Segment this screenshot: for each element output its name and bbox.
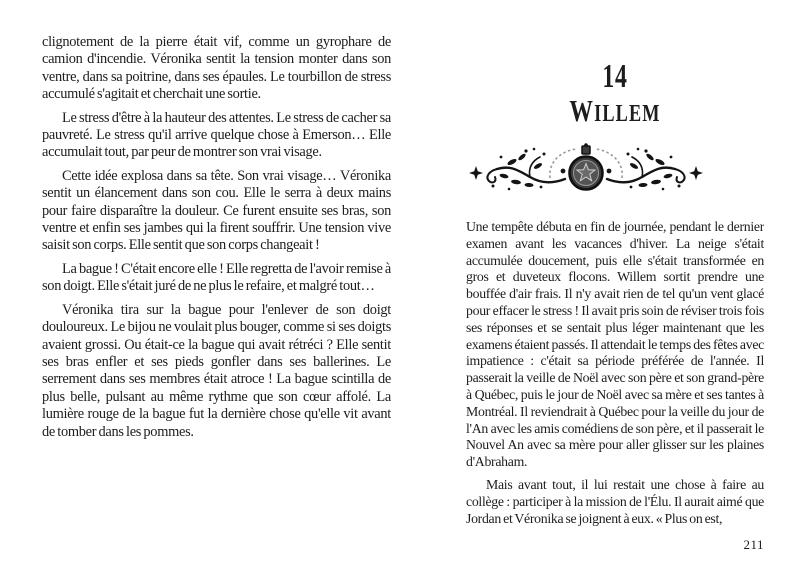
right-page bbox=[466, 0, 764, 560]
chapter-title: WILLEM bbox=[569, 93, 661, 128]
chapter-heading bbox=[466, 60, 764, 130]
left-page bbox=[42, 34, 391, 566]
chapter-number: 14 bbox=[602, 58, 628, 95]
paragraph: Une tempête débuta en fin de journée, pendant le dernier examen avant les vacances d'hiver. La neige s'était accumulée doucement, puis elle s'était transformée en gros et duveteux flocons. Willem sortit prendre une bouffée d'air frais. Il n'y avait rien de tel qu'un vent glacé pour effacer le stress ! Il avait pris soin de réviser trois fois ses réponses et se sentait plus léger maintenant que les examens étaient passés. Il attendait le temps des fêtes avec impatience : c'était sa période préférée de l'année. Il passerait la veille de Noël avec son père et son grand-père à Québec, puis le jour de Noël avec sa mère et ses tantes à Montréal. Il reviendrait à Québec pour la veille du jour de l'An avec les amis comédiens de son père, et il passerait le Nouvel An avec sa mère pour aller glisser sur les plaines d'Abraham. bbox=[466, 219, 764, 470]
paragraph: Le stress d'être à la hauteur des attentes. Le stress de cacher sa pauvreté. Le stress qu'il arrive quelque chose à Emerson… Elle accumulait tout, par peur de montrer son vrai visage. bbox=[42, 109, 391, 161]
paragraph: La bague ! C'était encore elle ! Elle regretta de l'avoir remise à son doigt. Elle s'était juré de ne plus le refaire, et malgré tout… bbox=[42, 260, 391, 295]
page-number: 211 bbox=[743, 537, 764, 552]
paragraph: Cette idée explosa dans sa tête. Son vrai visage… Véronika sentit un élancement dans son cou. Elle le serra à deux mains pour faire disparaître la douleur. Ce furent ensuite ses bras, son ventre et enfin ses jambes qui la firent souffrir. Une tension vive saisit son corps. Elle sentit que son corps changeait ! bbox=[42, 167, 391, 254]
ring-medallion-flourish-icon bbox=[466, 142, 706, 196]
paragraph: Mais avant tout, il lui restait une chose à faire au collège : participer à la mission de l'Élu. Il aurait aimé que Jordan et Véronika se joignent à eux. « Plus on est, bbox=[466, 476, 764, 526]
paragraph: clignotement de la pierre était vif, comme un gyrophare de camion d'incendie. Véronika sentit la tension monter dans son ventre, dans sa poitrine, dans ses épaules. Le tourbillon de stress accumulé s'agitait et cherchait une sortie. bbox=[42, 34, 391, 103]
chapter-body bbox=[466, 219, 764, 527]
paragraph: Véronika tira sur la bague pour l'enlever de son doigt douloureux. Le bijou ne voulait plus bouger, comme si ses doigts avaient grossi. Ou était-ce la bague qui avait rétréci ? Elle sentit ses bras enfler et ses pieds gonfler dans ses ballerines. Le serrement dans ses membres était atroce ! La bague scintilla de plus belle, pulsant au même rythme que son cœur affolé. La lumière rouge de la bague fut la dernière chose qu'elle vit avant de tomber dans les pommes. bbox=[42, 301, 391, 440]
